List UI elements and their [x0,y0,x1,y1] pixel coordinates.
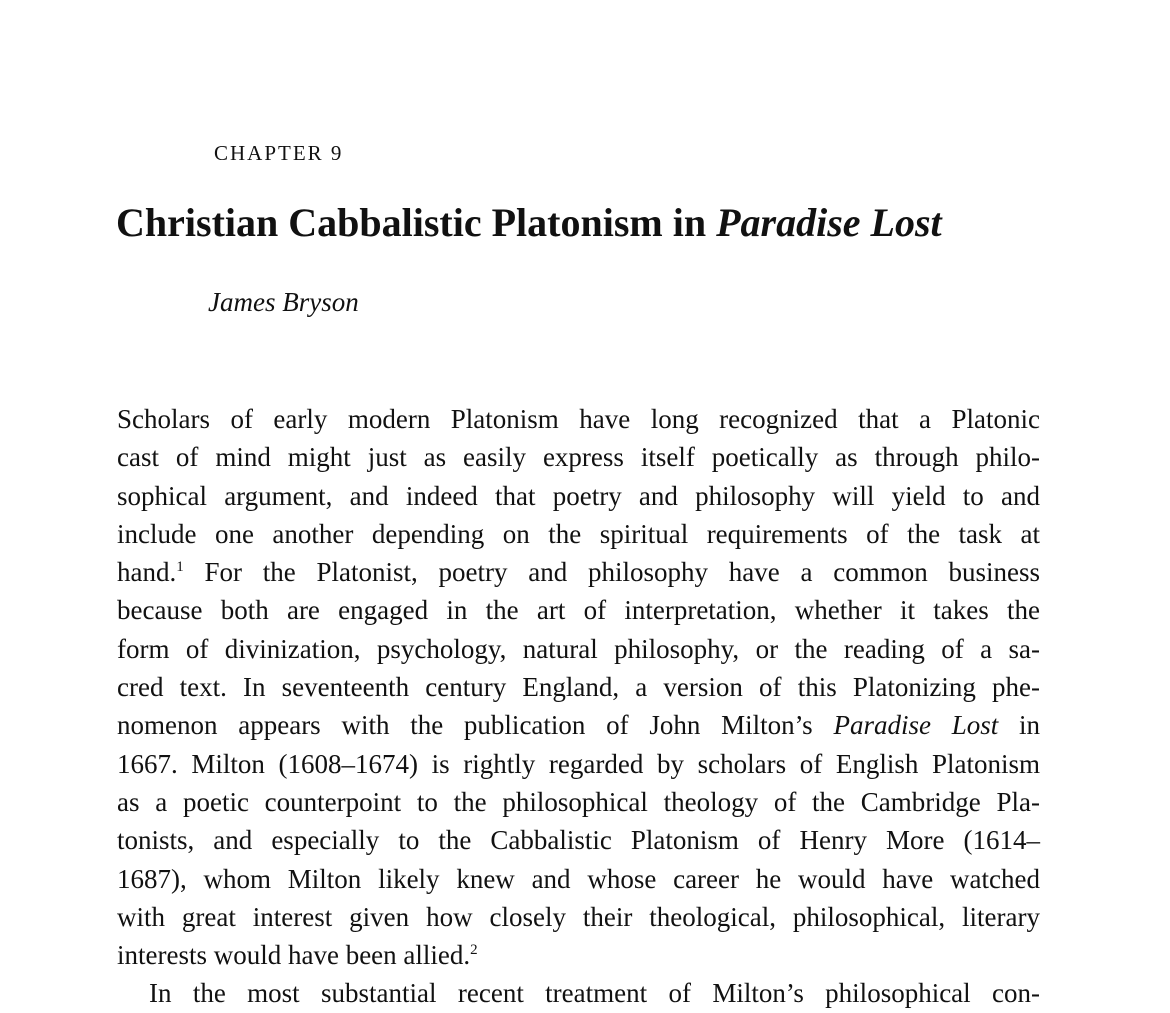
body-text-segment: interests would have been allied. [117,940,471,971]
footnote-marker[interactable]: 2 [470,942,478,959]
work-title-italic: Paradise Lost [833,710,999,741]
body-line: tonists, and especially to the Cabbalistic Platonism of Henry More (1614– [117,825,1040,856]
body-line: with great interest given how closely their theological, philosophical, literary [117,901,1040,932]
body-line: 1687), whom Milton likely knew and whose career he would have watched [117,863,1040,894]
body-line: cred text. In seventeenth century England, a version of this Platonizing phe- [117,672,1040,703]
chapter-title [116,199,942,247]
body-text [117,400,1040,1013]
paragraph2-first-line: In the most substantial recent treatment of Milton’s philosophical con- [149,978,1040,1009]
footnote-marker[interactable]: 1 [176,559,184,576]
chapter-title-plain: Christian Cabbalistic Platonism in [116,200,717,245]
body-line: 1667. Milton (1608–1674) is rightly regarded by scholars of English Platonism [117,748,1040,779]
chapter-title-italic: Paradise Lost [716,200,942,245]
body-line: include one another depending on the spiritual requirements of the task at [117,518,1040,549]
body-line: Scholars of early modern Platonism have long recognized that a Platonic [117,404,1040,434]
body-line: because both are engaged in the art of interpretation, whether it takes the [117,595,1040,626]
body-line: sophical argument, and indeed that poetry and philosophy will yield to and [117,480,1040,511]
body-text-segment: nomenon appears with the publication of John Milton’s [117,710,834,741]
body-line-with-italic [117,706,1040,744]
body-line: as a poetic counterpoint to the philosophical theology of the Cambridge Pla- [117,786,1040,817]
body-line: cast of mind might just as easily express itself poetically as through philo- [117,442,1040,473]
body-text-segment: For the Platonist, poetry and philosophy have a common business [183,557,1040,588]
author-name: James Bryson [208,287,359,317]
body-text-segment: hand. [117,557,177,588]
body-line-last [117,936,1040,974]
body-line: form of divinization, psychology, natural philosophy, or the reading of a sa- [117,633,1040,664]
chapter-label: CHAPTER 9 [214,141,344,165]
body-line-with-footnote [117,553,1040,591]
body-text-segment: in [998,710,1040,741]
